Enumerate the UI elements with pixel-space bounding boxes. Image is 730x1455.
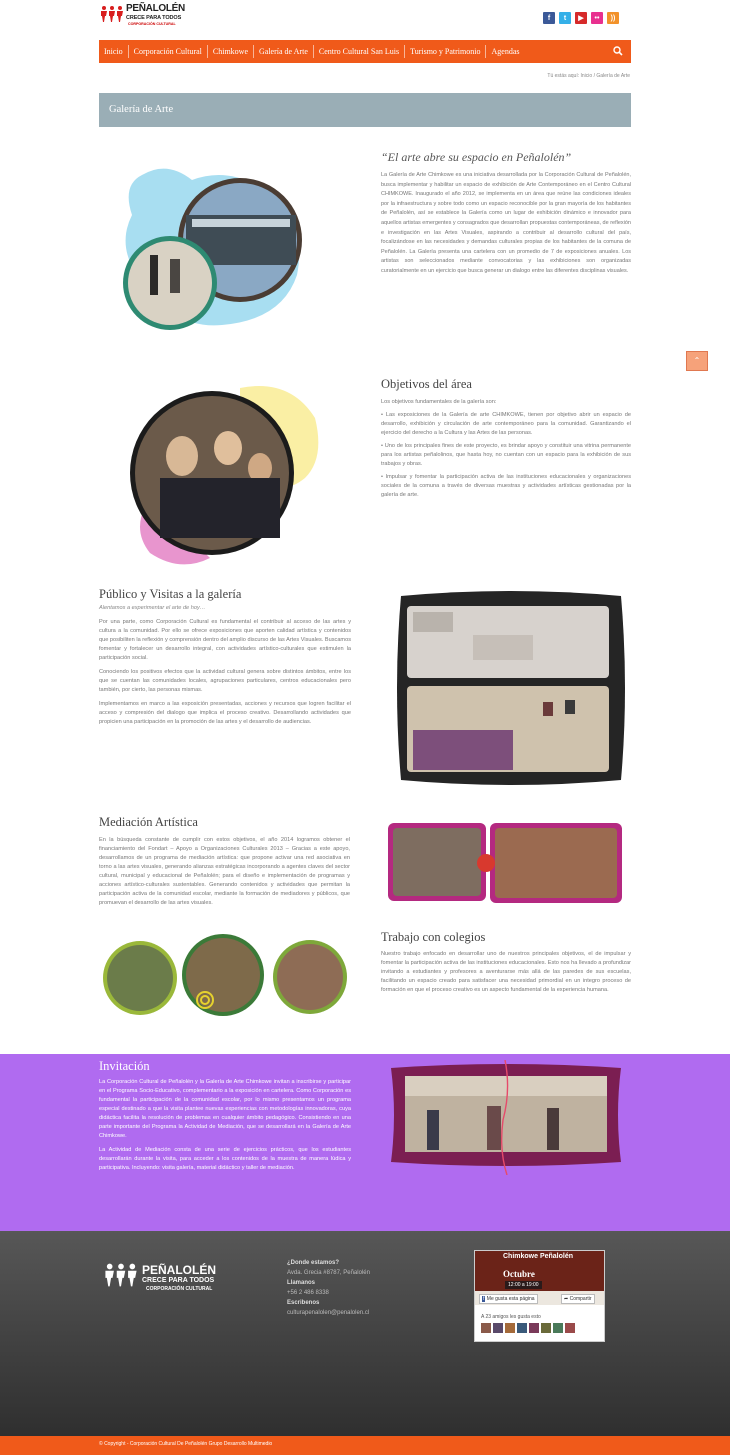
logo-tagline: CRECE PARA TODOS [126,15,182,21]
social-links [543,12,619,24]
nav-item-corporacion[interactable]: Corporación Cultural [129,45,208,58]
nav-item-san-luis[interactable]: Centro Cultural San Luis [314,45,405,58]
public-image [393,590,629,787]
objectives-item-3: • Impulsar y fomentar la participación activa de las instituciones educacionales y organizaciones sociales de la comuna a través de diversas muestras y actividades artísticas gestionadas por la galería de arte. [381,474,631,498]
footer-logo[interactable] [104,1260,219,1296]
fb-share-button[interactable]: ➦ Compartir [561,1294,595,1304]
fb-time: 12:00 a 19:00 [505,1281,542,1289]
invitation-title: Invitación [99,1059,150,1073]
nav-item-turismo[interactable]: Turismo y Patrimonio [405,45,486,58]
intro-image [112,155,312,340]
breadcrumb: Tú estás aquí: Inicio / Galería de Arte [547,73,630,79]
fb-month: Octubre [503,1269,535,1279]
facebook-widget[interactable] [474,1250,605,1342]
fb-friend-avatars [481,1323,575,1333]
avatar[interactable] [517,1323,527,1333]
public-paragraph-2: Conociendo los positivos efectos que la actividad cultural genera sobre distintos ámbitos, entre los que se cuentan las comunidades locales, agrupaciones particulares, centros educacionales pero también, por cierto, las personas mismas. [99,669,351,693]
people-logo-icon [104,1262,138,1288]
footer-logo-tagline: CRECE PARA TODOS [142,1277,215,1284]
rss-icon[interactable]: )) [607,12,619,24]
intro-text: La Galería de Arte Chimkowe es una iniciativa desarrollada por la Corporación Cultural de Peñalolén, busca implementar y habilitar un espacio de exhibición de Arte Contemporáneo en el Centro Cultural CHIMKOWE. Inaugurado el año 2012, se implementa en un área que reúne las condiciones ideales por la infraestructura y sobre todo como un espacio reconocible por la gran mayoría de los habitantes de Peñalolén, así se establece la Galería como un lugar de exhibición dinámico e innovador para aquellos artistas emergentes y consagrados que desarrollan propuestas contemporáneas, de reflexión e investigación en las Artes Visuales, aspirando a contribuir al desarrollo cultural del país, focalizándose en las necesidades y demandas culturales propias de los habitantes de la comuna de Peñalolén. La Galería presenta una cartelera con un promedio de 7 de exposiciones anuales. Los artistas son seleccionados mediante convocatorias y las exhibiciones son organizadas curatorialmente en un ejercicio que busca generar un dialogo entre las diferentes disciplinas visuales. [381,172,631,274]
public-subtitle: Alentamos a experimentar el arte de hoy… [99,605,206,611]
public-title: Público y Visitas a la galería [99,587,242,601]
people-logo-icon [100,5,124,23]
footer-email[interactable]: culturapenalolen@penalolen.cl [287,1310,370,1316]
copyright-bar [0,1436,730,1455]
footer-write-label: Escribenos [287,1300,320,1306]
avatar[interactable] [493,1323,503,1333]
avatar[interactable] [553,1323,563,1333]
avatar[interactable] [505,1323,515,1333]
public-paragraph-1: Por una parte, como Corporación Cultural es fundamental el contribuir al acceso de las artes y cultura a la comunidad. Por ello se ofrece exposiciones que aporten calidad artística y contenidos que posibiliten la reflexión y comprensión dentro del amplio discurso de las Artes Visuales. Buscamos fomentar y fortalecer un desarrollo integral, con actividades artístico-culturales que estimulen la participación social. [99,619,351,661]
main-nav [99,40,631,63]
invitation-paragraph-2: La Actividad de Mediación consta de una serie de ejercicios prácticos, que los estudiantes desarrollarán durante la visita, para acceder a los contenidos de la muestra de manera lúdica y participativa. Incluyendo: visita galería, material didáctico y taller de mediación. [99,1147,351,1171]
logo-name: PEÑALOLÉN [126,3,185,14]
avatar[interactable] [565,1323,575,1333]
footer-where-label: ¿Donde estamos? [287,1260,340,1266]
objectives-title: Objetivos del área [381,377,472,391]
copyright: © Copyright - Corporación Cultural De Peñalolén Grupo Desarrollo Multimedio [99,1441,273,1447]
footer-logo-sub: CORPORACIÓN CULTURAL [146,1286,213,1292]
nav-item-inicio[interactable]: Inicio [99,45,129,58]
footer-logo-name: PEÑALOLÉN [142,1263,217,1277]
footer-address: Avda. Grecia #8787, Peñalolén [287,1270,370,1276]
invitation-image [387,1060,625,1175]
schools-images [386,820,624,908]
public-paragraph-3: Implementamos en marco a las exposición presentadas, acciones y recursos que logren facilitar el acceso y compresión del dialogo que implica el proceso creativo. Desarrollando actividades que propicien una participación en la promoción de las artes y el desarrollo de audiencias. [99,701,351,725]
mediation-images [100,930,350,1020]
page-title: Galería de Arte [99,93,631,127]
avatar[interactable] [541,1323,551,1333]
avatar[interactable] [529,1323,539,1333]
intro-quote: “El arte abre su espacio en Peñalolén” [381,150,572,164]
footer-call-label: Llamanos [287,1280,316,1286]
breadcrumb-home[interactable]: Inicio [580,73,593,79]
objectives-item-1: • Las exposiciones de la Galería de arte CHIMKOWE, tienen por objetivo abrir un espacio de desarrollo, exhibición y circulación de arte contemporáneo para la comunidad. Garantizando el ejercicio del derecho a la Cultura y las Artes de las personas. [381,412,631,436]
fb-page-name[interactable]: Chimkowe Peñalolén [503,1253,574,1260]
search-icon[interactable] [613,46,623,56]
breadcrumb-current: Galería de Arte [596,73,630,79]
share-icon: ➦ [564,1296,569,1302]
objectives-item-2: • Uno de los principales fines de este proyecto, es brindar apoyo y constituir una vitrina permanente para los artistas peñalolinos, que hasta hoy, no cuentan con un espacio para la exhibición de sus trabajos y obras. [381,443,631,467]
nav-item-chimkowe[interactable]: Chimkowe [208,45,254,58]
fb-like-button[interactable]: f Me gusta esta página [479,1294,538,1304]
twitter-icon[interactable]: t [559,12,571,24]
schools-text: Nuestro trabajo enfocado en desarrollar uno de nuestros principales objetivos, el de impulsar y fomentar la participación activa de las instituciones educacionales. Esto nos ha llevado a profundizar invitando a estudiantes y profesores a aventurarse más allá de las paredes de sus escuelas, facilitando un espacio creado para satisfacer una necesidad primordial en un integro proceso de formación en que el proceso creativo es un aspecto fundamental de la experiencia humana. [381,951,631,993]
facebook-icon[interactable]: f [543,12,555,24]
facebook-icon: f [483,1296,485,1302]
nav-item-galeria[interactable]: Galería de Arte [254,45,314,58]
scroll-top-button[interactable]: ⌃ [686,351,708,371]
schools-title: Trabajo con colegios [381,930,486,944]
invitation-paragraph-1: La Corporación Cultural de Peñalolén y la Galería de Arte Chimkowe invitan a inscribirse y participar en el Programa Socio-Educativo, complementario a la exposición en cartelera. Como Corporación es fundamental la participación de la comunidad escolar, por lo mismo presentamos un programa especial destinado a que la visita plantee nuevas experiencias con metodologías innovadoras, cuya didáctica facilita la resolución de problemas en cualquier ámbito pedagógico. Consistiendo en una parte importante del Programa la Actividad de Mediación, que se desarrollará en la Galería de Arte Chimkowe. [99,1079,351,1139]
youtube-icon[interactable]: ▶ [575,12,587,24]
footer-contact [287,1258,370,1318]
objectives-image [120,378,325,573]
objectives-lead: Los objetivos fundamentales de la galería son: [381,399,497,405]
nav-item-agendas[interactable]: Agendas [491,47,520,56]
site-logo[interactable] [100,3,185,30]
avatar[interactable] [481,1323,491,1333]
footer-phone[interactable]: +56 2 486 8338 [287,1290,329,1296]
logo-sub: CORPORACIÓN CULTURAL [128,22,176,26]
fb-friends: A 23 amigos les gusta esto [481,1314,541,1320]
mediation-text: En la búsqueda constante de cumplir con estos objetivos, el año 2014 logramos obtener el financiamiento del Fondart – Apoyo a Organizaciones Culturales 2013 – Gracias a este apoyo, desarrollamos de un programa de mediación artística: que propone activar una red asociativa en torno a las artes visuales, generando alianzas estratégicas incorporando a agentes claves del sector cultural, municipal y educacional de Peñalolén; para el diseño e implementación de programas y acciones artístico-culturales sustentables. Generando contenidos y actividades que permitan la participación activa de la comunidad escolar, mediante la formación de mediadores y públicos, que promuevan el desarrollo de las artes visuales. [99,837,350,906]
mediation-title: Mediación Artística [99,815,198,829]
flickr-icon[interactable]: •• [591,12,603,24]
